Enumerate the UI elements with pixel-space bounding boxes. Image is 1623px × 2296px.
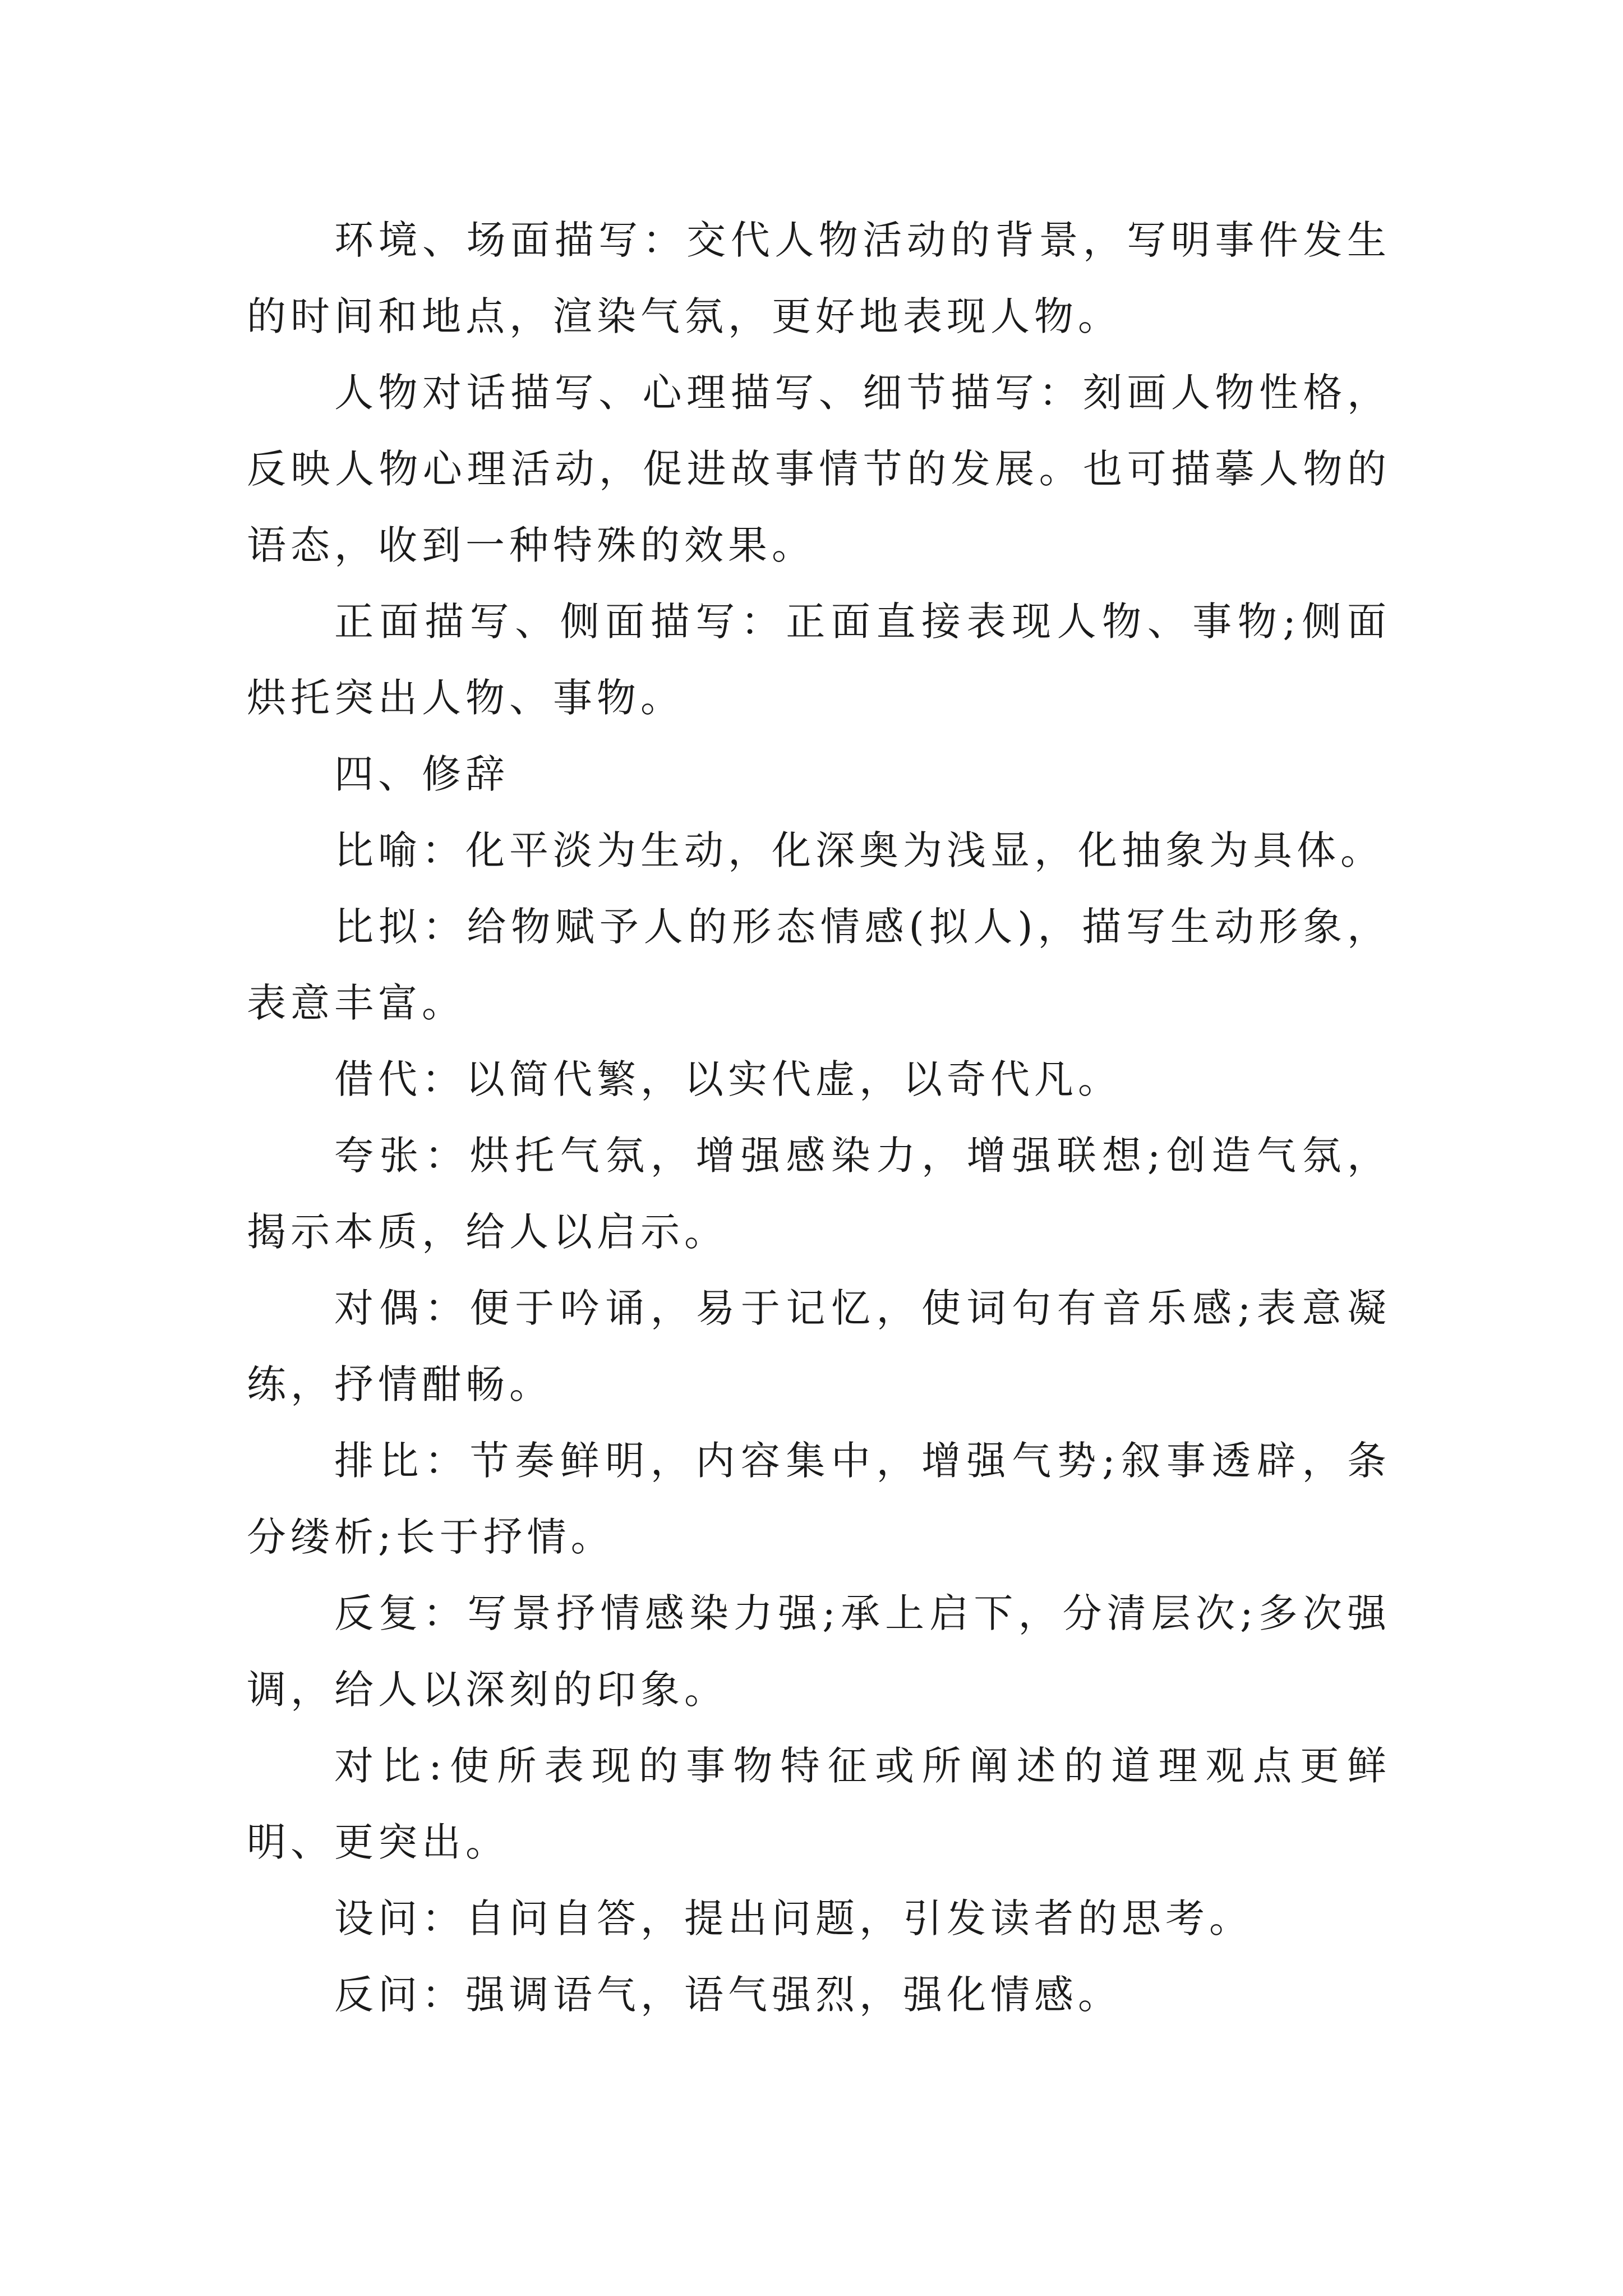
paragraph-contrast: 对比:使所表现的事物特征或所阐述的道理观点更鲜明、更突出。 <box>247 1743 1391 1865</box>
document-body <box>247 202 1391 2033</box>
paragraph-repetition: 反复：写景抒情感染力强;承上启下，分清层次;多次强调，给人以深刻的印象。 <box>247 1590 1391 1713</box>
paragraph-character-description: 人物对话描写、心理描写、细节描写：刻画人物性格，反映人物心理活动，促进故事情节的发展。也可描摹人物的语态，收到一种特殊的效果。 <box>247 370 1391 568</box>
paragraph-hypophora: 设问：自问自答，提出问题，引发读者的思考。 <box>334 1895 1253 1941</box>
section-heading-rhetoric: 四、修辞 <box>334 751 509 797</box>
paragraph-antithesis: 对偶：便于吟诵，易于记忆，使词句有音乐感;表意凝练，抒情酣畅。 <box>247 1285 1391 1407</box>
paragraph-scene-description: 环境、场面描写：交代人物活动的背景，写明事件发生的时间和地点，渲染气氛，更好地表现人物。 <box>247 217 1391 339</box>
paragraph-parallelism: 排比：节奏鲜明，内容集中，增强气势;叙事透辟，条分缕析;长于抒情。 <box>247 1438 1391 1560</box>
paragraph-rhetorical-question: 反问：强调语气，语气强烈，强化情感。 <box>334 1972 1122 2018</box>
paragraph-metaphor: 比喻：化平淡为生动，化深奥为浅显，化抽象为具体。 <box>334 827 1384 873</box>
paragraph-metonymy: 借代：以简代繁，以实代虚，以奇代凡。 <box>334 1056 1122 1102</box>
paragraph-personification: 比拟：给物赋予人的形态情感(拟人)，描写生动形象，表意丰富。 <box>247 904 1391 1026</box>
paragraph-direct-indirect-description: 正面描写、侧面描写：正面直接表现人物、事物;侧面烘托突出人物、事物。 <box>247 599 1391 721</box>
paragraph-hyperbole: 夸张：烘托气氛，增强感染力，增强联想;创造气氛，揭示本质，给人以启示。 <box>247 1133 1391 1255</box>
